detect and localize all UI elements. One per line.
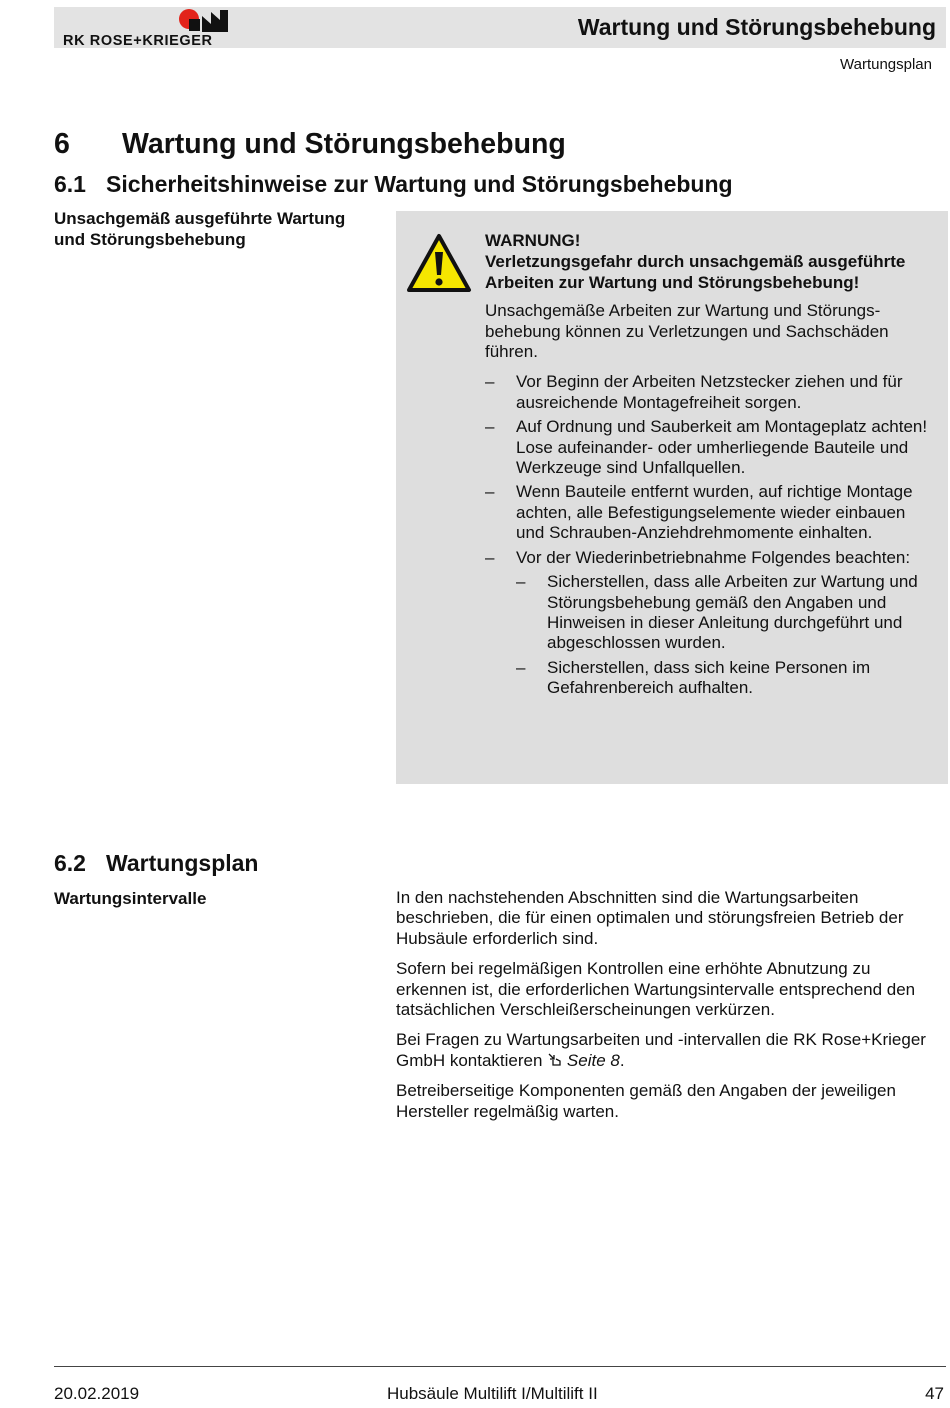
paragraph: In den nachstehenden Abschnitten sind die Wartungsarbeiten beschrieben, die für einen optimalen und störungsfreien Betrieb der Hubsäule erforderlich sind.	[396, 888, 904, 948]
side-label-intervals: Wartungsintervalle	[54, 889, 207, 908]
warning-box	[396, 211, 948, 784]
section-title: Sicherheitshinweise zur Wartung und Störungsbehebung	[106, 171, 733, 197]
list-item	[485, 417, 935, 478]
chapter-title: Wartung und Störungsbehebung	[122, 128, 566, 160]
footer-divider	[54, 1366, 946, 1367]
section-number: 6.1	[54, 171, 86, 197]
dash-bullet: –	[485, 372, 495, 392]
section-number: 6.2	[54, 850, 86, 876]
sublist-item	[516, 658, 935, 699]
company-logo	[60, 8, 230, 52]
dash-bullet: –	[485, 547, 495, 567]
maintenance-text	[396, 888, 946, 1132]
sublist-item-text: Sicherstellen, dass alle Arbeiten zur Wartung und Störungsbehebung gemäß den Angaben und Hinweisen in dieser Anleitung durchgeführt und abgeschlossen wurden.	[547, 572, 918, 653]
footer-page-number: 47	[925, 1384, 944, 1403]
side-label-safety: Unsachgemäß ausgeführte Wartung und Störungsbehebung	[54, 209, 346, 249]
dash-bullet: –	[485, 417, 495, 437]
page-reference-link[interactable]	[547, 1051, 620, 1070]
sublist-item-text: Sicherstellen, dass sich keine Personen im Gefahrenbereich aufhalten.	[547, 657, 871, 698]
section-title: Wartungsplan	[106, 850, 259, 876]
warning-body: Unsachgemäße Arbeiten zur Wartung und Störungsbehebung können zu Verletzungen und Sachschäden führen.	[485, 301, 889, 362]
warning-headline: Verletzungsgefahr durch unsachgemäß ausgeführte Arbeiten zur Wartung und Störungsbehebung!	[485, 252, 906, 292]
chapter-number: 6	[54, 128, 70, 160]
warning-content	[485, 231, 935, 703]
header-subtitle: Wartungsplan	[840, 56, 932, 73]
paragraph: Betreiberseitige Komponenten gemäß den Angaben der jeweiligen Hersteller regelmäßig warten.	[396, 1081, 896, 1121]
list-item-text: Auf Ordnung und Sauberkeit am Montageplatz achten! Lose aufeinander- oder umherliegende Bauteile und Werkzeuge sind Unfallquellen.	[516, 417, 928, 478]
warning-sublist	[516, 572, 935, 698]
dash-bullet: –	[485, 482, 495, 502]
dash-bullet: –	[516, 572, 526, 592]
warning-signal-word: WARNUNG!	[485, 231, 581, 250]
list-item	[485, 372, 935, 413]
contact-paragraph	[396, 1030, 946, 1071]
paragraph: Sofern bei regelmäßigen Kontrollen eine erhöhte Abnutzung zu erkennen ist, die erforderlichen Wartungsintervalle entsprechend den tatsächlichen Verschleißerscheinungen verkürzen.	[396, 959, 916, 1020]
list-item-text: Vor Beginn der Arbeiten Netzstecker ziehen und für ausreichende Montagefreiheit sorgen.	[516, 372, 903, 412]
logo-mark-icon	[178, 8, 228, 34]
chapter-heading	[54, 128, 566, 161]
list-item	[485, 482, 935, 543]
dash-bullet: –	[516, 657, 526, 677]
sentence-end: .	[619, 1050, 625, 1070]
contact-text: Bei Fragen zu Wartungsarbeiten und -intervallen die RK Rose+Krieger GmbH kontaktieren	[396, 1030, 926, 1070]
logo-text: RK ROSE+KRIEGER	[63, 33, 213, 49]
section-heading-6-2	[54, 850, 258, 877]
footer-date: 20.02.2019	[54, 1384, 140, 1403]
list-item-text: Vor der Wiederinbetriebnahme Folgendes beachten:	[516, 547, 911, 567]
footer-document-title: Hubsäule Multilift I/Multilift II	[387, 1384, 598, 1403]
list-item	[485, 548, 935, 699]
warning-list	[485, 372, 935, 698]
pointing-hand-icon	[547, 1052, 562, 1067]
sublist-item	[516, 572, 935, 654]
list-item-text: Wenn Bauteile entfernt wurden, auf richtige Montage achten, alle Befestigungselemente wieder einbauen und Schrauben-Anziehdrehmomente einhalten.	[516, 482, 913, 543]
page-reference-label: Seite 8	[566, 1050, 620, 1070]
warning-triangle-icon	[406, 233, 472, 293]
section-heading-6-1	[54, 171, 733, 198]
header-title: Wartung und Störungsbehebung	[577, 14, 936, 40]
